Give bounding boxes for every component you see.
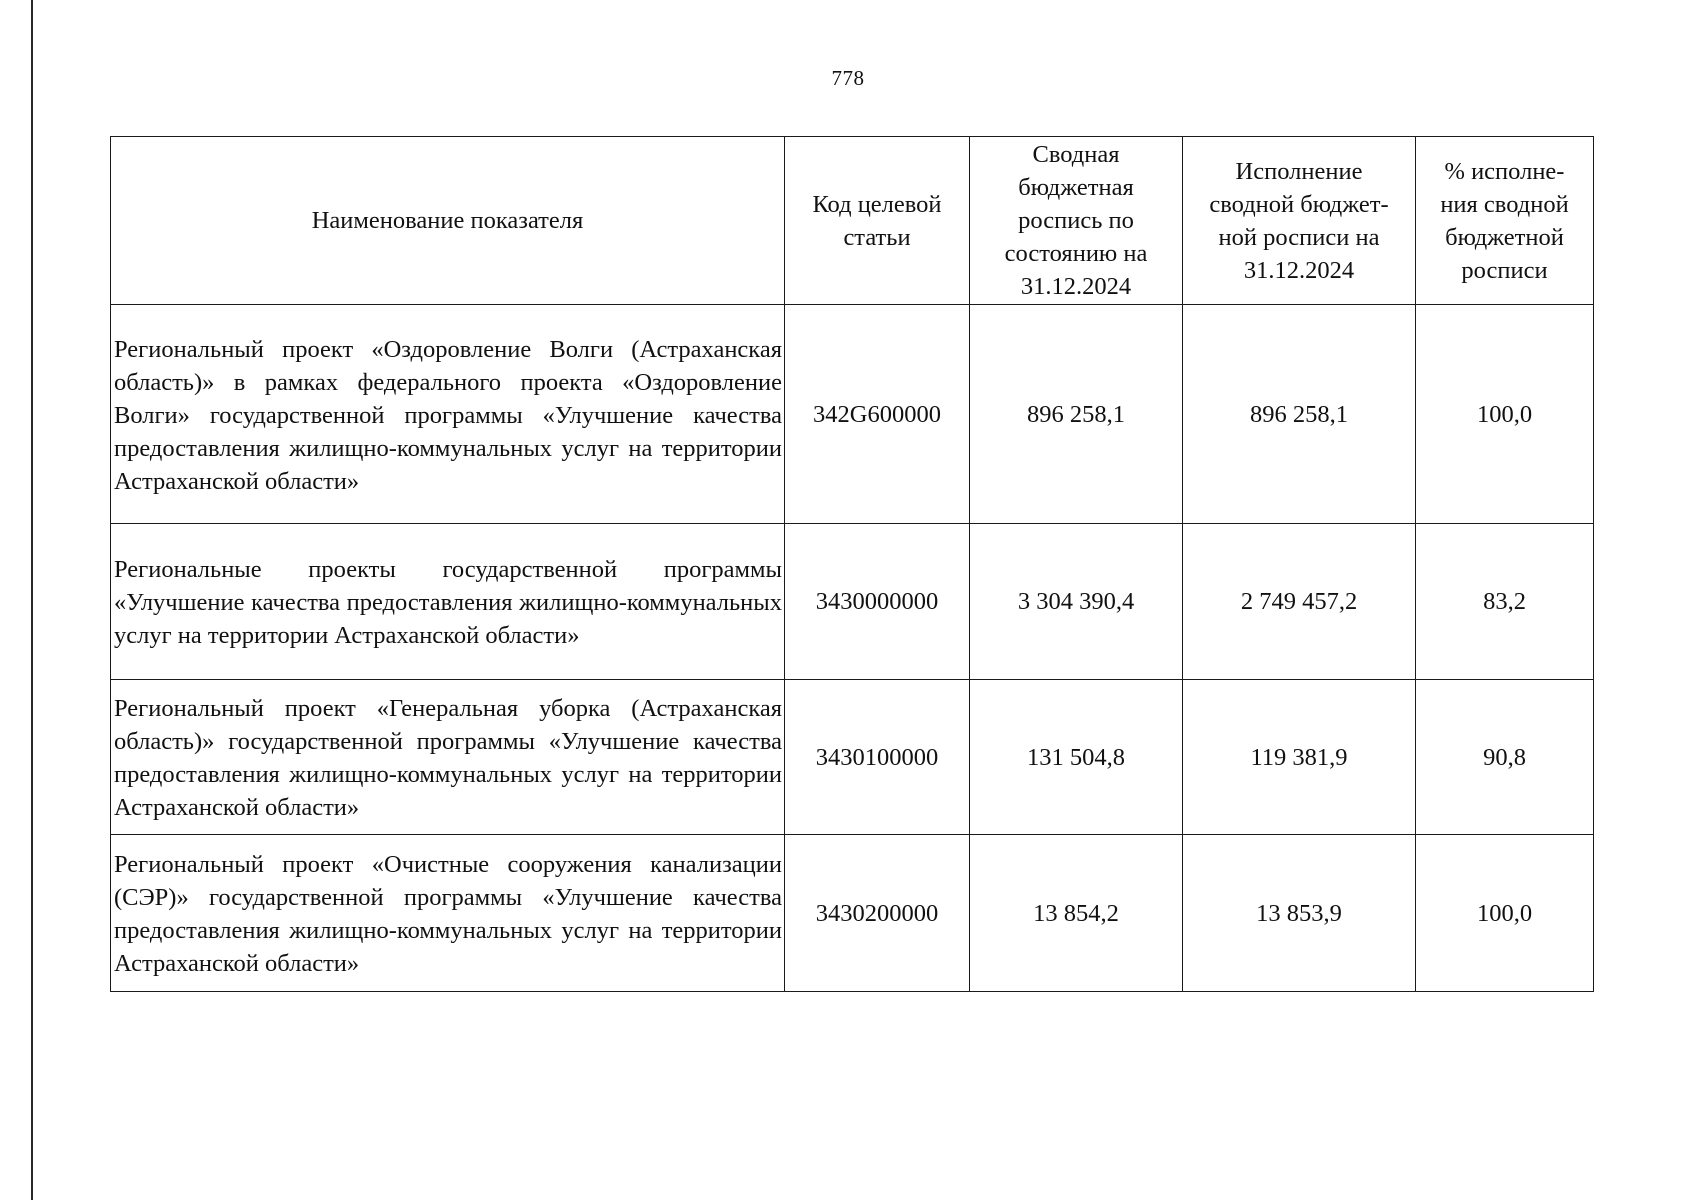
row-execution-percent: 100,0 bbox=[1416, 835, 1594, 992]
row-indicator-name: Региональный проект «Генеральная уборка (Астраханская область)» государственной программы «Улучшение качества предоставления жилищно-коммунальных услуг на территории Астраханской области» bbox=[111, 680, 785, 835]
table-row bbox=[111, 835, 1594, 992]
row-budget-plan: 13 854,2 bbox=[970, 835, 1183, 992]
page-margin-line bbox=[31, 0, 33, 1200]
page-number: 778 bbox=[831, 66, 865, 90]
row-indicator-name: Региональный проект «Оздоровление Волги (Астраханская область)» в рамках федерального проекта «Оздоровление Волги» государственной программы «Улучшение качества предоставления жилищно-коммунальных услуг на территории Астраханской области» bbox=[111, 305, 785, 524]
row-budget-execution: 896 258,1 bbox=[1183, 305, 1416, 524]
table-row bbox=[111, 305, 1594, 524]
row-execution-percent: 90,8 bbox=[1416, 680, 1594, 835]
row-budget-plan: 896 258,1 bbox=[970, 305, 1183, 524]
row-target-code: 3430200000 bbox=[785, 835, 970, 992]
row-budget-execution: 2 749 457,2 bbox=[1183, 524, 1416, 680]
header-target-code: Код целевой статьи bbox=[785, 137, 970, 305]
table-row bbox=[111, 524, 1594, 680]
row-execution-percent: 83,2 bbox=[1416, 524, 1594, 680]
header-execution-percent: % исполне-ния сводной бюджетной росписи bbox=[1416, 137, 1594, 305]
row-execution-percent: 100,0 bbox=[1416, 305, 1594, 524]
row-budget-plan: 131 504,8 bbox=[970, 680, 1183, 835]
row-indicator-name: Региональный проект «Очистные сооружения канализации (СЭР)» государственной программы «Улучшение качества предоставления жилищно-коммунальных услуг на территории Астраханской области» bbox=[111, 835, 785, 992]
row-target-code: 3430000000 bbox=[785, 524, 970, 680]
row-target-code: 342G600000 bbox=[785, 305, 970, 524]
row-target-code: 3430100000 bbox=[785, 680, 970, 835]
row-indicator-name: Региональные проекты государственной программы «Улучшение качества предоставления жилищно-коммунальных услуг на территории Астраханской области» bbox=[111, 524, 785, 680]
table-header-row bbox=[111, 137, 1594, 305]
table-row bbox=[111, 680, 1594, 835]
row-budget-execution: 13 853,9 bbox=[1183, 835, 1416, 992]
header-indicator-name: Наименование показателя bbox=[111, 137, 785, 305]
row-budget-execution: 119 381,9 bbox=[1183, 680, 1416, 835]
header-budget-execution: Исполнение сводной бюджет-ной росписи на 31.12.2024 bbox=[1183, 137, 1416, 305]
row-budget-plan: 3 304 390,4 bbox=[970, 524, 1183, 680]
budget-execution-table bbox=[110, 136, 1594, 992]
header-budget-plan: Сводная бюджетная роспись по состоянию на 31.12.2024 bbox=[970, 137, 1183, 305]
